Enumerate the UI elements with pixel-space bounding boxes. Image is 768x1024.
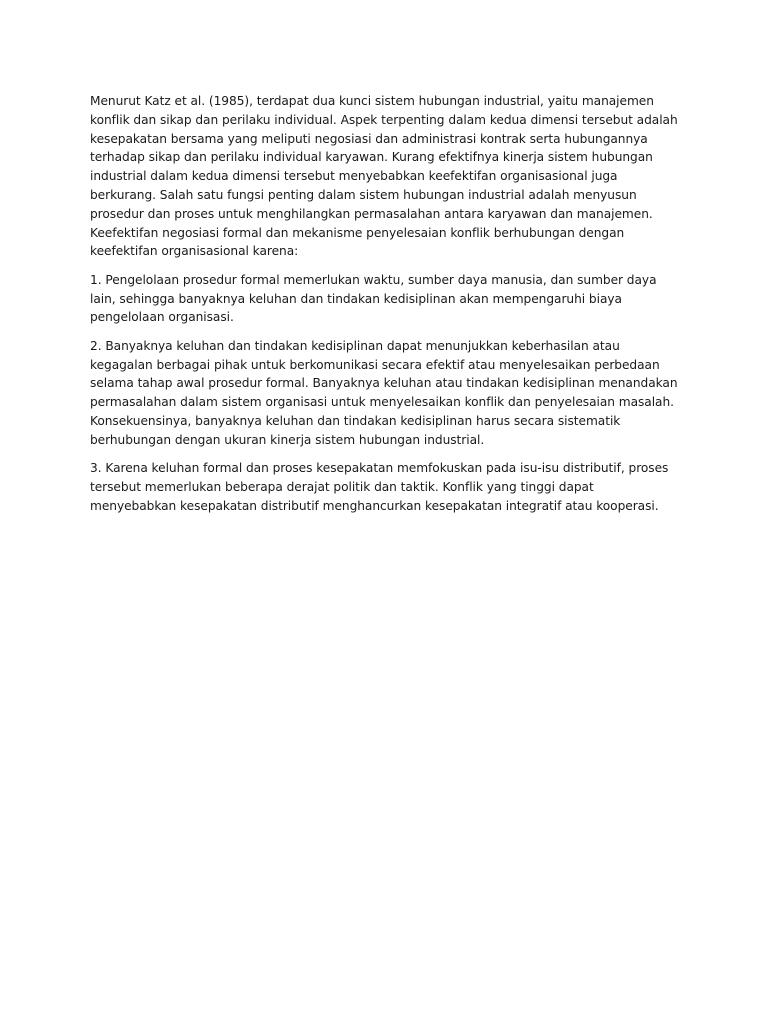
paragraph-intro: Menurut Katz et al. (1985), terdapat dua kunci sistem hubungan industrial, yaitu manajemen konflik dan sikap dan perilaku individual. Aspek terpenting dalam kedua dimensi tersebut adalah kesepakatan bersama yang meliputi negosiasi dan administrasi kontrak serta hubungannya terhadap sikap dan perilaku individual karyawan. Kurang efektifnya kinerja sistem hubungan industrial dalam kedua dimensi tersebut menyebabkan keefektifan organisasional juga berkurang. Salah satu fungsi penting dalam sistem hubungan industrial adalah menyusun prosedur dan proses untuk menghilangkan permasalahan antara karyawan dan manajemen. Keefektifan negosiasi formal dan mekanisme penyelesaian konflik berhubungan dengan keefektifan organisasional karena: — [90, 94, 678, 259]
paragraph-point-1: 1. Pengelolaan prosedur formal memerlukan waktu, sumber daya manusia, dan sumber daya lain, sehingga banyaknya keluhan dan tindakan kedisiplinan akan mempengaruhi biaya pengelolaan organisasi. — [90, 272, 657, 325]
document-body — [90, 92, 680, 525]
paragraph-point-3: 3. Karena keluhan formal dan proses kesepakatan memfokuskan pada isu-isu distributif, proses tersebut memerlukan beberapa derajat politik dan taktik. Konflik yang tinggi dapat menyebabkan kesepakatan distributif menghancurkan kesepakatan integratif atau kooperasi. — [90, 461, 669, 513]
paragraph-point-2: 2. Banyaknya keluhan dan tindakan kedisiplinan dapat menunjukkan keberhasilan atau kegagalan berbagai pihak untuk berkomunikasi secara efektif atau menyelesaikan perbedaan selama tahap awal prosedur formal. Banyaknya keluhan atau tindakan kedisiplinan menandakan permasalahan dalam sistem organisasi untuk menyelesaikan konflik dan penyelesaian masalah. Konsekuensinya, banyaknya keluhan dan tindakan kedisiplinan harus secara sistematik berhubungan dengan ukuran kinerja sistem hubungan industrial. — [90, 338, 678, 447]
